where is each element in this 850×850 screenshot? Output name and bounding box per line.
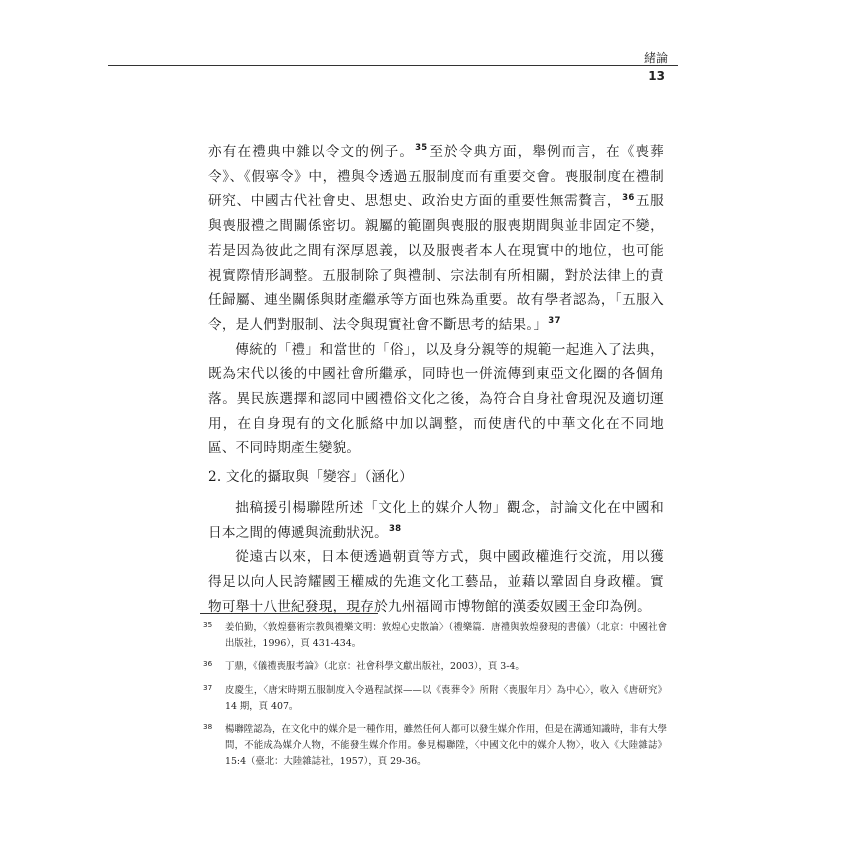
paragraph-4: 從遠古以來，日本便透過朝貢等方式，與中國政權進行交流，用以獲得足以向人民誇耀國王權威的先進文化工藝品，並藉以鞏固自身政權。實物可舉十八世紀發現，現存於九州福岡市博物館的漢委奴國王金印為例。 xyxy=(208,549,664,615)
paragraph-1-sentence-3: 五服與喪服禮之間關係密切。親屬的範圍與喪服的服喪期間與並非固定不變，若是因為彼此之間有深厚恩義，以及服喪者本人在現實中的地位，也可能視實際情形調整。五服制除了與禮制、宗法制有所相關，對於法律上的責任歸屬、連坐關係與財產繼承等方面也殊為重要。故有學者認為，「五服入令，是人們對服制、法令與現實社會不斷思考的結果。」 xyxy=(208,193,665,333)
paragraph-3-text: 拙稿援引楊聯陞所述「文化上的媒介人物」觀念，討論文化在中國和日本之間的傳遞與流動狀況。 xyxy=(208,499,664,541)
paragraph-3 xyxy=(208,496,664,545)
paragraph-1-sentence-1: 亦有在禮典中雜以令文的例子。 xyxy=(208,144,415,160)
footnotes xyxy=(203,620,667,778)
footnote-35 xyxy=(203,620,667,652)
footnote-number: 37 xyxy=(203,682,213,692)
footnote-number: 36 xyxy=(203,659,213,669)
chapter-title: 緒論 xyxy=(643,51,668,65)
header-rule xyxy=(108,65,678,66)
footnote-rule xyxy=(200,613,378,614)
footnote-number: 35 xyxy=(203,620,213,629)
paragraph-2: 傳統的「禮」和當世的「俗」，以及身分親等的規範一起進入了法典，既為宋代以後的中國社會所繼承，同時也一併流傳到東亞文化圈的各個角落。異民族選擇和認同中國禮俗文化之後，為符合自身社會現況及適切運用，在自身現有的文化脈絡中加以調整，而使唐代的中華文化在不同地區、不同時期產生變貌。 xyxy=(208,341,664,457)
paragraph-1 xyxy=(208,140,664,338)
footnote-ref-38[interactable]: 38 xyxy=(388,524,402,535)
footnote-38 xyxy=(203,722,667,771)
footnote-text: 姜伯勤，〈敦煌藝術宗教與禮樂文明：敦煌心史散論〉（禮樂篇．唐禮與敦煌發現的書儀）（北京：中國社會出版社，1996），頁 431-434。 xyxy=(225,622,667,650)
footnote-ref-37[interactable]: 37 xyxy=(548,316,561,327)
section-heading: 2. 文化的攝取與「變容」（涵化） xyxy=(208,469,414,486)
main-text xyxy=(208,140,664,619)
paragraph-1-sentence-2: 至於令典方面，舉例而言，在《喪葬令》、《假寧令》中，禮與令透過五服制度而有重要交會。喪服制度在禮制研究、中國古代社會史、思想史、政治史方面的重要性無需贅言， xyxy=(208,144,665,210)
footnote-37 xyxy=(203,683,667,715)
footnote-number: 38 xyxy=(203,722,213,732)
footnote-text: 皮慶生，〈唐宋時期五服制度入令過程試探——以《喪葬令》所附〈喪服年月〉為中心〉，收入《唐研究》14 期，頁 407。 xyxy=(225,684,667,712)
footnote-ref-35[interactable]: 35 xyxy=(415,143,428,154)
footnote-36 xyxy=(203,659,667,675)
footnote-text: 楊聯陞認為，在文化中的媒介是一種作用，雖然任何人都可以發生媒介作用，但是在溝通知識時，非有大學問，不能成為媒介人物，不能發生媒介作用。參見楊聯陞，〈中國文化中的媒介人物〉，收入《大陸雜誌》15:4（臺北：大陸雜誌社，1957），頁 29-36。 xyxy=(225,724,667,768)
page-number: 13 xyxy=(648,69,665,83)
footnote-text: 丁鼎，《儀禮喪服考論》（北京：社會科學文獻出版社，2003），頁 3-4。 xyxy=(225,661,525,673)
footnote-ref-36[interactable]: 36 xyxy=(622,192,635,203)
